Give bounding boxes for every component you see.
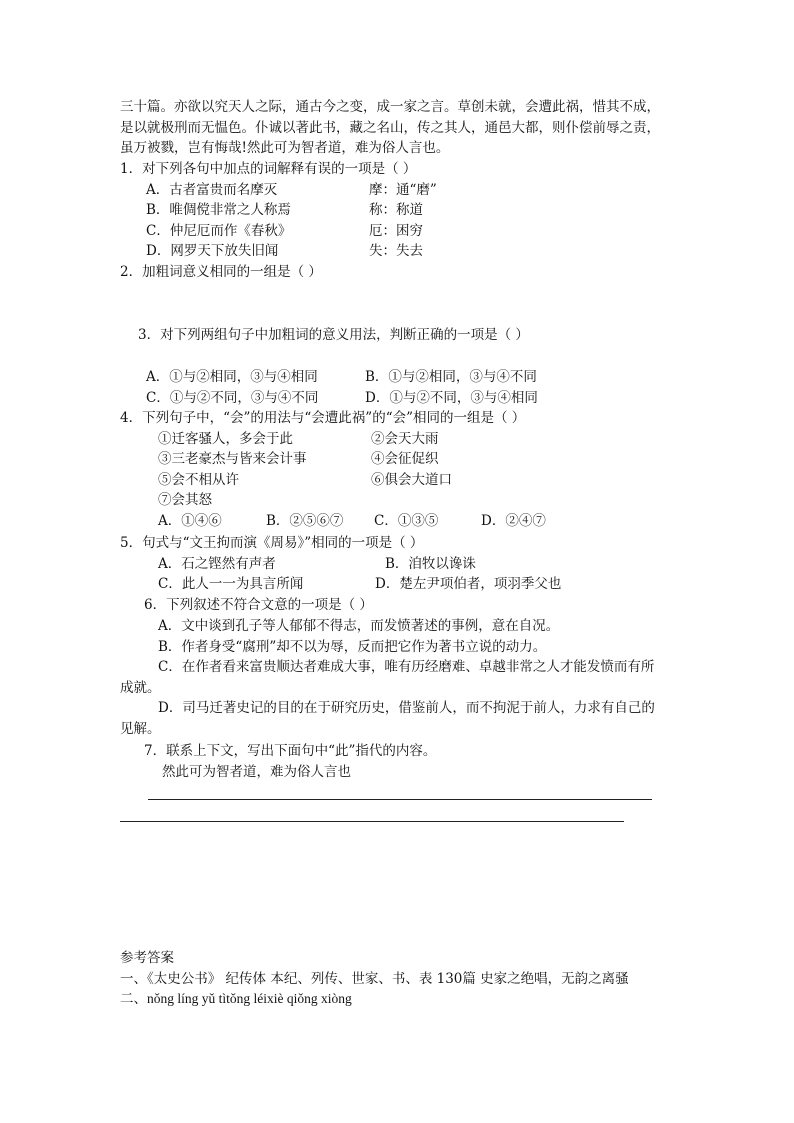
sentence-row: [158, 429, 546, 450]
choice: C．①③⑤: [374, 512, 439, 529]
option-row: [146, 241, 437, 262]
choices-row: [158, 511, 546, 532]
option-row: [146, 180, 437, 201]
question-4: [120, 408, 546, 532]
passage-line: 三十篇。亦欲以究天人之际，通古今之变，成一家之言。草创未就，会遭此祸，惜其不成，: [120, 99, 660, 115]
question-3-stem: 3．对下列两组句子中加粗词的意义用法，判断正确的一项是（ ）: [138, 327, 529, 343]
sentence-row: [158, 470, 546, 491]
question-5: [120, 533, 561, 595]
question-stem: 5．句式与“文王拘而演《周易》”相同的一项是（ ）: [120, 535, 424, 551]
option-row: [158, 554, 561, 575]
question-stem: 4．下列句子中，“会”的用法与“会遭此祸”的“会”相同的一组是（ ）: [120, 410, 526, 426]
option-text: A．石之铿然有声者: [158, 555, 276, 572]
answer-key: [120, 948, 629, 1010]
choice: B．②⑤⑥⑦: [266, 512, 344, 529]
option-text: C．①与②不同，③与④不同: [146, 389, 319, 406]
sentence: ②会天大雨: [371, 430, 439, 447]
answer-line-1: 一、《太史公书》 纪传体 本纪、列传、世家、书、表 130篇 史家之绝唱，无韵之离骚: [120, 970, 629, 987]
question-stem: 1．对下列各句中加点的词解释有误的一项是（ ）: [120, 161, 417, 177]
sentence-row: [158, 490, 546, 511]
answer-line-2: 二、nǒng líng yǔ tìtǒng léixiè qiǒng xiòng: [120, 991, 352, 1007]
option-text: D．①与②不同，③与④相同: [365, 389, 538, 406]
sentence-row: [158, 449, 546, 470]
question-6-stem: 6．下列叙述不符合文意的一项是（ ）: [144, 597, 373, 613]
option-gloss: 厄：困穷: [369, 222, 423, 239]
option-gloss: 摩：通“磨”: [369, 181, 437, 198]
choice: D．②④⑦: [481, 512, 546, 529]
sentence: ⑤会不相从许: [158, 471, 239, 488]
sentence: ③三老豪杰与皆来会计事: [158, 451, 307, 468]
option-text: D．网罗天下放失旧闻: [146, 243, 279, 260]
option-text: D．楚左尹项伯者，项羽季父也: [375, 576, 562, 593]
option-row: [158, 574, 561, 595]
question-7-sentence: 然此可为智者道，难为俗人言也: [162, 764, 351, 780]
option-text: D．司马迁著史记的目的在于研究历史，借鉴前人，而不拘泥于前人，力求有自己的: [158, 700, 655, 717]
option-text: C．在作者看来富贵顺达者难成大事，唯有历经磨难、卓越非常之人才能发愤而有所: [158, 659, 655, 676]
sentence: ①迁客骚人，多会于此: [158, 430, 293, 447]
answer-line: [148, 799, 652, 800]
question-6-options: [120, 616, 655, 740]
option-text: A．文中谈到孔子等人郁郁不得志，而发愤著述的事例，意在自况。: [158, 618, 560, 634]
option-text: B．洎牧以谗诛: [385, 555, 476, 572]
option-row: [146, 221, 437, 242]
option-text: B．唯倜傥非常之人称焉: [146, 202, 291, 219]
question-7-stem: 7．联系上下文，写出下面句中“此”指代的内容。: [144, 743, 437, 759]
passage-line: 虽万被戮，岂有悔哉!然此可为智者道，难为俗人言也。: [120, 140, 450, 157]
option-row: [146, 388, 538, 409]
option-text: A．①与②相同，③与④相同: [146, 369, 318, 385]
option-text-continued: 见解。: [120, 720, 161, 737]
option-text-continued: 成就。: [120, 679, 161, 696]
passage: [120, 97, 660, 159]
option-gloss: 失：失去: [369, 243, 423, 260]
sentence: ④会征促织: [371, 451, 439, 468]
choice: A．①④⑥: [158, 512, 222, 529]
sentence: ⑥俱会大道口: [371, 471, 452, 488]
question-stem: 2．加粗词意义相同的一组是（ ）: [120, 263, 322, 280]
option-text: C．此人一一为具言所闻: [158, 576, 304, 593]
option-row: [146, 200, 437, 221]
option-text: B．作者身受“腐刑”却不以为辱，反而把它作为著书立说的动力。: [158, 638, 547, 655]
passage-line: 是以就极刑而无愠色。仆诚以著此书，藏之名山，传之其人，通邑大都，则仆偿前辱之责，: [120, 119, 660, 136]
option-text: A．古者富贵而名摩灭: [146, 181, 278, 198]
sentence: ⑦会其怒: [158, 492, 212, 509]
option-gloss: 称：称道: [369, 202, 423, 219]
option-row: [146, 367, 538, 388]
answer-key-title: 参考答案: [120, 950, 174, 966]
question-1: [120, 159, 437, 283]
answer-line: [120, 821, 624, 822]
question-3-options: [146, 367, 538, 408]
option-text: C．仲尼厄而作《春秋》: [146, 222, 292, 239]
option-text: B．①与②相同，③与④不同: [365, 369, 537, 385]
